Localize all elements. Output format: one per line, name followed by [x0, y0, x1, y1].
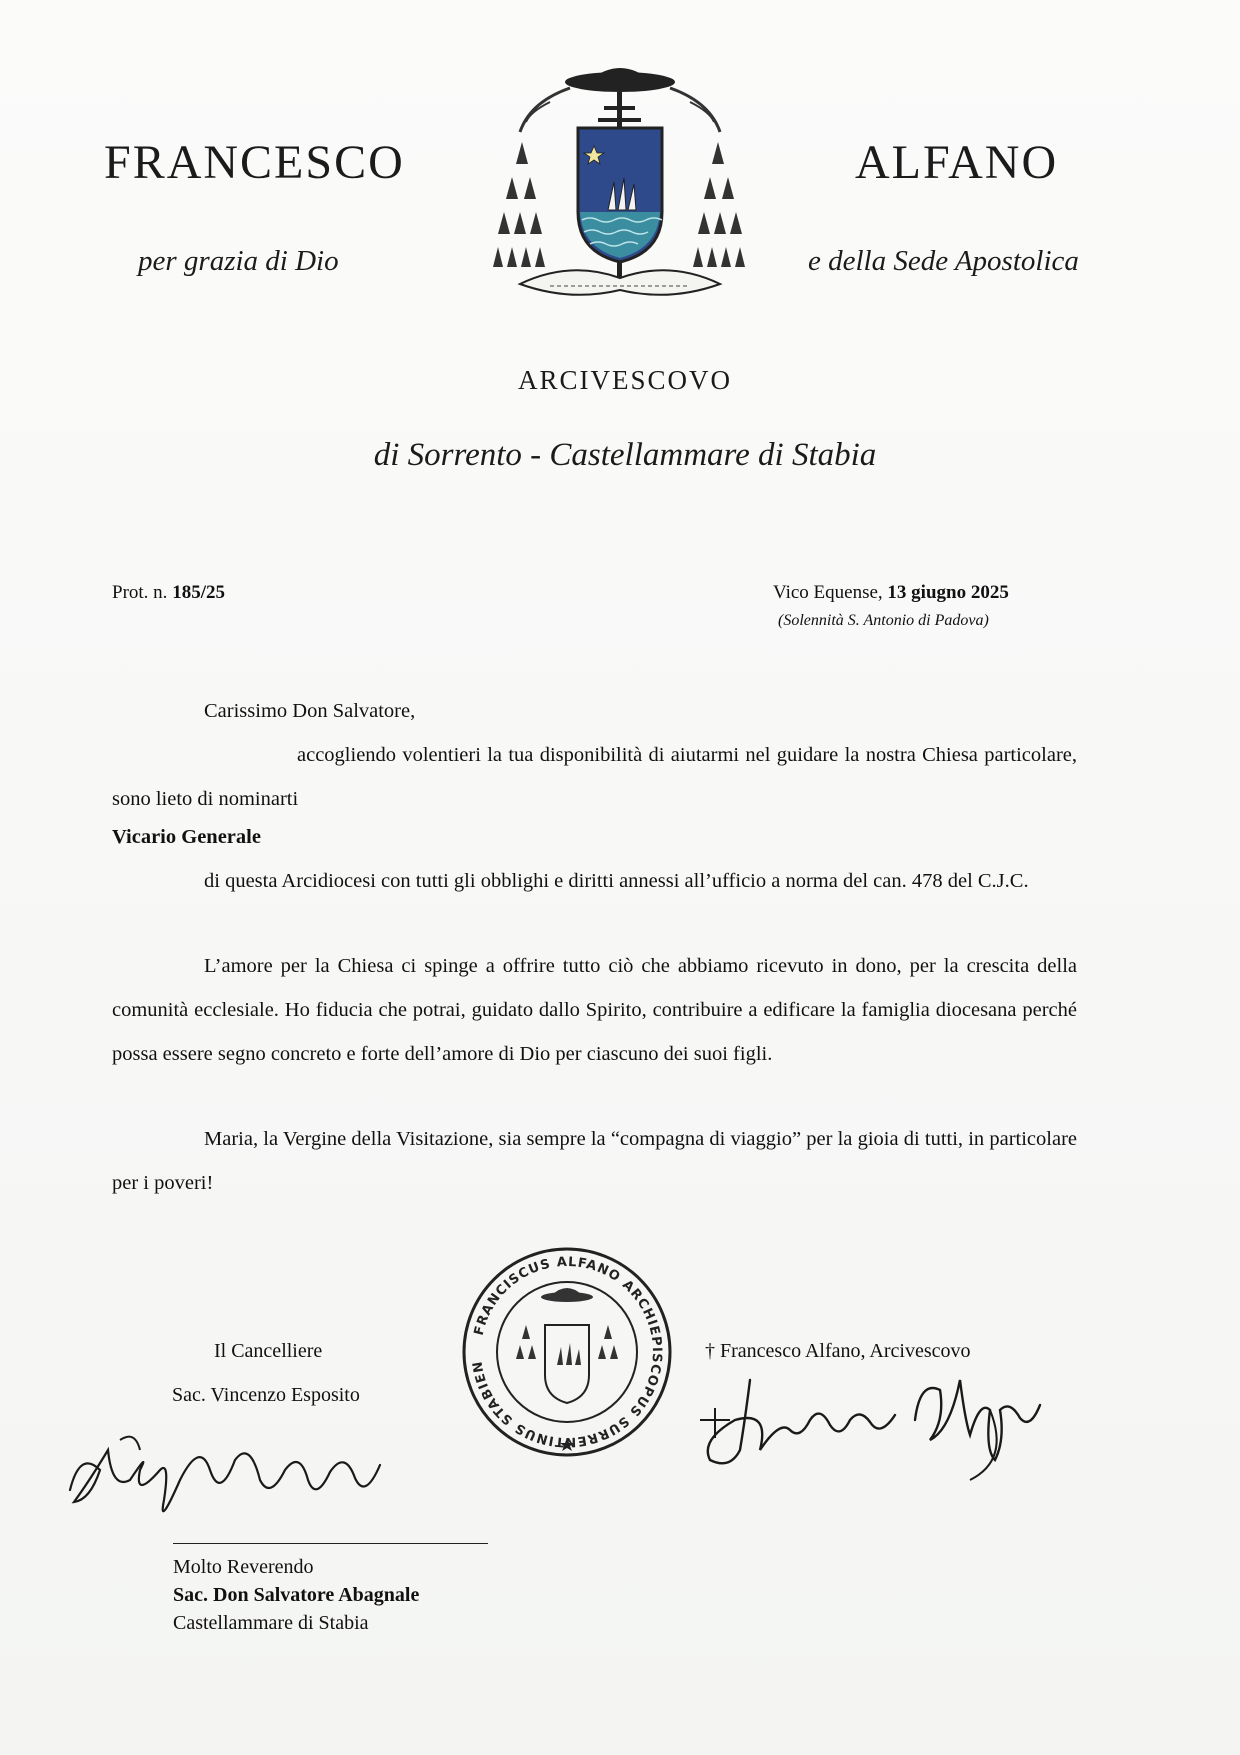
archbishop-signature-icon — [690, 1360, 1050, 1490]
salutation: Carissimo Don Salvatore, — [204, 700, 416, 722]
feast-note: (Solennità S. Antonio di Padova) — [778, 612, 989, 629]
coat-of-arms-icon — [490, 62, 750, 314]
letterhead-right-motto: e della Sede Apostolica — [808, 245, 1079, 277]
recipient-divider — [173, 1543, 488, 1544]
protocol-number — [112, 582, 225, 604]
letterhead-first-name: FRANCESCO — [104, 136, 405, 189]
protocol-prefix: Prot. n. — [112, 582, 168, 603]
archbishop-signature-line: † Francesco Alfano, Arcivescovo — [705, 1340, 971, 1362]
chancellor-signature-icon — [60, 1410, 420, 1530]
recipient-honorific: Molto Reverendo — [173, 1556, 314, 1578]
letterhead-title: ARCIVESCOVO — [517, 365, 733, 395]
paragraph-3: L’amore per la Chiesa ci spinge a offrire tutto ciò che abbiamo ricevuto in dono, per la crescita della comunità ecclesiale. Ho fiducia che potrai, guidato dallo Spirito, contribuire a edificare la famiglia diocesana perché possa essere segno concreto e forte dell’amore di Dio per ciascuno dei suoi figli. — [112, 955, 1077, 1065]
paragraph-4: Maria, la Vergine della Visitazione, sia sempre la “compagna di viaggio” per la gioia di tutti, in particolare per i poveri! — [112, 1128, 1077, 1194]
recipient-city: Castellammare di Stabia — [173, 1612, 369, 1634]
seal-inscription: FRANCISCUS ALFANO ARCHIEPISCOPUS SURRENTINUS STABIEN — [470, 1254, 665, 1450]
letter-place: Vico Equense, — [773, 582, 883, 603]
letterhead-last-name: ALFANO — [855, 136, 1059, 189]
svg-text:FRANCISCUS ALFANO ARCHIEPISCOP — [470, 1255, 664, 1449]
letterhead-left-motto: per grazia di Dio — [138, 245, 339, 277]
appointment-title: Vicario Generale — [112, 826, 261, 848]
letter-date — [773, 582, 1009, 604]
letterhead-see: di Sorrento - Castellammare di Stabia — [373, 437, 877, 473]
recipient-name: Sac. Don Salvatore Abagnale — [173, 1584, 420, 1606]
letter-date-value: 13 giugno 2025 — [887, 582, 1009, 603]
paragraph-1: accogliendo volentieri la tua disponibilità di aiutarmi nel guidare la nostra Chiesa particolare, sono lieto di nominarti — [112, 744, 1077, 810]
chancellor-role: Il Cancelliere — [214, 1340, 323, 1362]
paragraph-2: di questa Arcidiocesi con tutti gli obblighi e diritti annessi all’ufficio a norma del can. 478 del C.J.C. — [204, 870, 1029, 892]
archiepiscopal-seal-icon — [460, 1245, 675, 1460]
chancellor-name: Sac. Vincenzo Esposito — [172, 1384, 360, 1406]
protocol-value: 185/25 — [172, 582, 225, 603]
